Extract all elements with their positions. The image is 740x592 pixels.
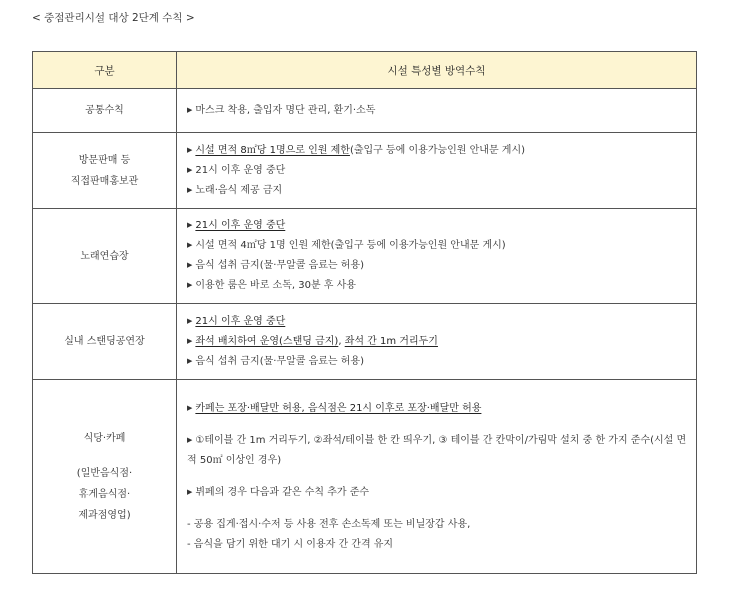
- row-category: 방문판매 등 직접판매홍보관: [33, 133, 177, 209]
- bullet-icon: ▶: [187, 403, 193, 412]
- row-category: 공통수칙: [33, 89, 177, 133]
- header-rules: 시설 특성별 방역수칙: [177, 52, 697, 89]
- bullet-icon: ▶: [187, 316, 193, 325]
- row-category: 노래연습장: [33, 209, 177, 304]
- rule-sub-line: - 공용 집게·접시·수저 등 사용 전후 손소독제 또는 비닐장갑 사용,: [187, 518, 471, 530]
- row-rules: [177, 133, 697, 209]
- rule-line: ▶ 음식 섭취 금지(물·무알콜 음료는 허용): [187, 260, 364, 271]
- row-category: 식당·카페 (일반음식점· 휴게음식점· 제과점영업): [33, 380, 177, 574]
- table-row: [33, 133, 697, 209]
- bullet-icon: ▶: [187, 165, 193, 174]
- rule-line: ▶ 21시 이후 운영 중단: [187, 220, 286, 231]
- rule-line: ▶ 좌석 배치하여 운영(스탠딩 금지), 좌석 간 1m 거리두기: [187, 335, 438, 347]
- bullet-icon: ▶: [187, 435, 193, 444]
- rule-line: ▶ 노래·음식 제공 금지: [187, 184, 283, 196]
- table-row: [33, 209, 697, 304]
- bullet-icon: ▶: [187, 261, 193, 269]
- rule-line: ▶ 음식 섭취 금지(물·무알콜 음료는 허용): [187, 355, 364, 367]
- rule-line: ▶ 21시 이후 운영 중단: [187, 164, 286, 176]
- bullet-icon: ▶: [187, 281, 193, 289]
- table-row: [33, 89, 697, 133]
- bullet-icon: ▶: [187, 356, 193, 365]
- table-row: [33, 380, 697, 574]
- bullet-icon: ▶: [187, 185, 193, 194]
- rule-line: ▶ ①테이블 간 1m 거리두기, ②좌석/테이블 한 칸 띄우기, ③ 테이블 간 칸막이/가림막 설치 중 한 가지 준수(시설 면적 50㎡ 이상인 경우): [187, 434, 687, 466]
- rule-line: ▶ 마스크 착용, 출입자 명단 관리, 환기·소독: [187, 104, 376, 116]
- table-row: [33, 304, 697, 380]
- rule-line: ▶ 시설 면적 4㎡당 1명 인원 제한(출입구 등에 이용가능인원 안내문 게시): [187, 240, 506, 251]
- table-header-row: [33, 52, 697, 89]
- bullet-icon: ▶: [187, 487, 193, 496]
- row-category: 실내 스탠딩공연장: [33, 304, 177, 380]
- rule-line: ▶ 카페는 포장·배달만 허용, 음식점은 21시 이후로 포장·배달만 허용: [187, 402, 482, 414]
- header-category: 구분: [33, 52, 177, 89]
- rule-line: ▶ 뷔페의 경우 다음과 같은 수칙 추가 준수: [187, 486, 370, 498]
- rules-table: [32, 51, 697, 574]
- bullet-icon: ▶: [187, 145, 193, 154]
- row-rules: [177, 380, 697, 574]
- rule-line: ▶ 21시 이후 운영 중단: [187, 315, 286, 327]
- rule-line: ▶ 시설 면적 8㎡당 1명으로 인원 제한(출입구 등에 이용가능인원 안내문 게시): [187, 144, 526, 156]
- bullet-icon: ▶: [187, 221, 193, 229]
- row-rules: [177, 89, 697, 133]
- page-title: < 중점관리시설 대상 2단계 수칙 >: [32, 12, 195, 24]
- bullet-icon: ▶: [187, 241, 193, 249]
- bullet-icon: ▶: [187, 336, 193, 345]
- rule-sub-line: - 음식을 담기 위한 대기 시 이용자 간 간격 유지: [187, 538, 394, 550]
- bullet-icon: ▶: [187, 105, 193, 114]
- row-rules: [177, 209, 697, 304]
- rule-line: ▶ 이용한 룸은 바로 소독, 30분 후 사용: [187, 280, 356, 291]
- row-rules: [177, 304, 697, 380]
